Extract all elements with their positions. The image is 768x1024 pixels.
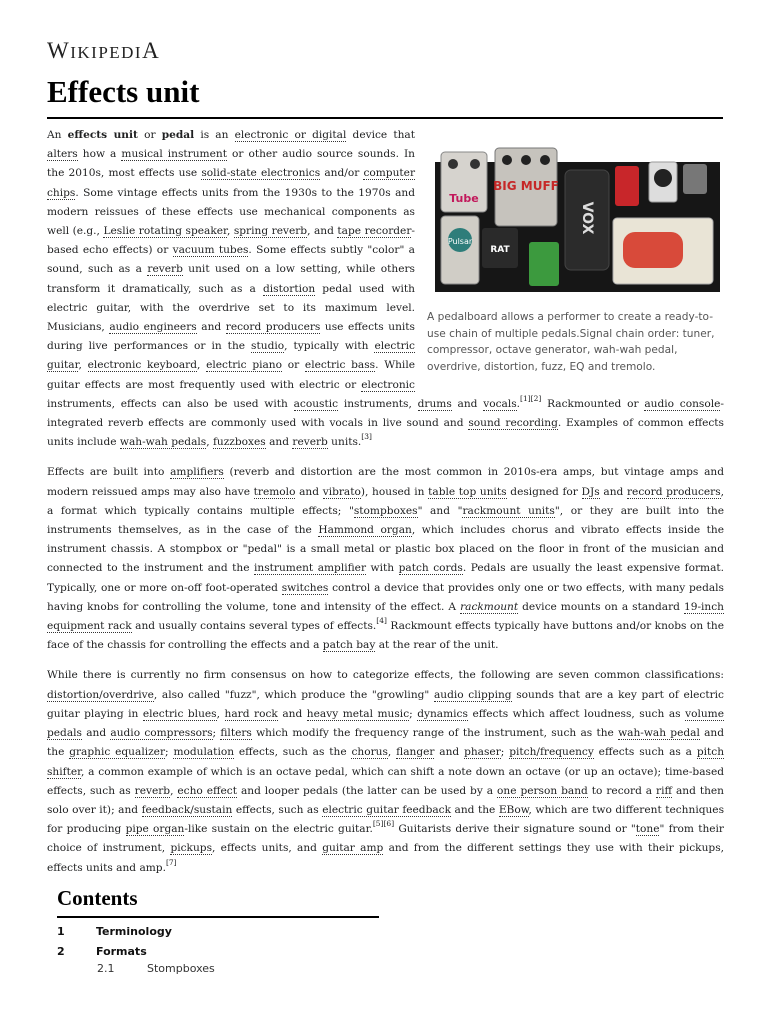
link-rackmount[interactable]: rackmount <box>460 600 519 613</box>
link-pitch-frequency[interactable]: pitch/frequency <box>509 746 594 759</box>
link-vacuum-tubes[interactable]: vacuum tubes <box>172 244 249 257</box>
svg-text:Pulsar: Pulsar <box>447 237 473 246</box>
link-acoustic[interactable]: acoustic <box>293 397 339 410</box>
wordmark-middle: IKIPEDI <box>70 43 143 62</box>
wordmark-initial: W <box>47 38 71 63</box>
title-divider <box>47 117 723 119</box>
toc-subitem-stompboxes[interactable]: 2.1 Stompboxes <box>97 962 215 975</box>
toc-item-formats[interactable]: 2 Formats <box>57 945 147 958</box>
link-audio-clipping[interactable]: audio clipping <box>433 688 512 701</box>
link-echo-effect[interactable]: echo effect <box>177 784 237 797</box>
citation-7[interactable]: [7] <box>165 857 177 867</box>
link-modulation[interactable]: modulation <box>173 746 235 759</box>
link-audio-engineers[interactable]: audio engineers <box>109 321 197 334</box>
link-pitch-shifter[interactable]: pitch shifter <box>47 746 725 778</box>
link-tremolo[interactable]: tremolo <box>253 485 296 498</box>
link-volume-pedals[interactable]: volume pedals <box>47 707 724 740</box>
link-ebow[interactable]: EBow <box>498 803 529 816</box>
link-reverb[interactable]: reverb <box>147 263 183 276</box>
link-chorus[interactable]: chorus <box>351 746 388 759</box>
link-phaser[interactable]: phaser <box>464 746 501 759</box>
citation-1-2[interactable]: [1][2] <box>520 393 542 403</box>
citation-3[interactable]: [3] <box>361 432 372 442</box>
link-electronic[interactable]: electronic <box>361 378 415 391</box>
link-guitar-amp[interactable]: guitar amp <box>322 842 384 855</box>
link-riff[interactable]: riff <box>656 784 673 797</box>
red-pedal <box>615 166 639 206</box>
svg-text:BIG MUFF: BIG MUFF <box>493 179 559 193</box>
toc-item-terminology[interactable]: 1 Terminology <box>57 925 172 938</box>
link-rackmount-units[interactable]: rackmount units <box>462 504 555 517</box>
link-alters[interactable]: alters <box>47 148 78 161</box>
link-studio[interactable]: studio <box>251 340 285 353</box>
classification-paragraph: While there is currently no firm consensus on how to categorize effects, the following are seven common classifications: distortion/overdrive, also called "fuzz", which produce the "growling" audio clipping sounds that are a key part of electric guitar playing in electric blues, hard rock and heavy metal music; dynamics effects which affect loudness, such as volume pedals and audio compressors; filters which modify the frequency range of the instrument, such as the wah-wah pedal and the graphic equalizer; modulation effects, such as the chorus, flanger and phaser; pitch/frequency effects such as a pitch shifter, a common example of which is an octave pedal, which can shift a note down an octave (or up an octave); time-based effects, such as reverb, echo effect and looper pedals (the latter can be used by a one person band to record a riff and then solo over it); and feedback/sustain effects, such as electric guitar feedback and the EBow, which are two different techniques for producing pipe organ-like sustain on the electric guitar.[5][6] Guitarists derive their signature sound or "tone" from their choice of instrument, pickups, effects units, and guitar amp and from the different settings they use with their pickups, effects units and amp.[7] <box>47 669 725 874</box>
link-electric-bass[interactable]: electric bass <box>304 359 376 372</box>
link-hard-rock[interactable]: hard rock <box>224 707 278 720</box>
link-pipe-organ[interactable]: pipe organ <box>125 823 185 836</box>
article-body <box>47 126 724 889</box>
link-tape-recorder[interactable]: tape recorder <box>337 225 412 238</box>
link-graphic-equalizer[interactable]: graphic equalizer <box>69 746 166 759</box>
link-spring-reverb[interactable]: spring reverb <box>233 225 308 238</box>
bold-term-effects-unit: effects unit <box>67 129 138 141</box>
citation-4[interactable]: [4] <box>376 616 387 626</box>
svg-text:VOX: VOX <box>579 201 595 235</box>
link-computer-chips[interactable]: computer chips <box>47 167 416 199</box>
link-audio-compressors[interactable]: audio compressors <box>110 727 213 740</box>
wikipedia-wordmark[interactable] <box>47 38 160 64</box>
link-patch-bay[interactable]: patch bay <box>322 639 376 652</box>
link-stompboxes[interactable]: stompboxes <box>353 504 418 517</box>
link-djs[interactable]: DJs <box>581 485 600 498</box>
link-electronic-or-digital[interactable]: electronic or digital <box>234 129 347 141</box>
link-vibrato[interactable]: vibrato <box>322 485 361 498</box>
compressor-pedal <box>683 164 707 194</box>
link-drums[interactable]: drums <box>417 397 452 410</box>
link-instrument-amplifier[interactable]: instrument amplifier <box>254 562 367 575</box>
green-pedal <box>529 242 559 286</box>
link-audio-console[interactable]: audio console <box>644 397 721 410</box>
toc-heading: Contents <box>57 886 138 910</box>
link-wah-wah-pedals[interactable]: wah-wah pedals <box>119 436 207 449</box>
pedalboard-figure <box>427 132 724 375</box>
link-electric-piano[interactable]: electric piano <box>206 359 283 372</box>
link-one-person-band[interactable]: one person band <box>497 784 588 797</box>
wordmark-final: A <box>142 38 161 63</box>
link-record-producers-2[interactable]: record producers <box>626 485 721 498</box>
link-sound-recording[interactable]: sound recording <box>468 417 558 430</box>
bold-term-pedal: pedal <box>161 129 195 141</box>
link-19-inch-rack[interactable]: 19-inch equipment rack <box>47 600 724 633</box>
link-leslie-rotating-speaker[interactable]: Leslie rotating speaker <box>103 225 227 238</box>
link-electric-guitar-feedback[interactable]: electric guitar feedback <box>322 803 452 816</box>
link-wah-wah-pedal[interactable]: wah-wah pedal <box>618 727 700 740</box>
link-electronic-keyboard[interactable]: electronic keyboard <box>87 359 197 372</box>
pedalboard-photo[interactable] <box>427 132 724 304</box>
link-dynamics[interactable]: dynamics <box>417 707 468 720</box>
citation-5-6[interactable]: [5][6] <box>372 819 395 829</box>
svg-text:RAT: RAT <box>490 245 510 255</box>
link-heavy-metal-music[interactable]: heavy metal music <box>306 707 410 720</box>
link-solid-state-electronics[interactable]: solid-state electronics <box>201 167 321 180</box>
link-tone[interactable]: tone <box>635 823 660 836</box>
link-distortion[interactable]: distortion <box>263 282 316 295</box>
svg-text:Tube: Tube <box>449 192 479 205</box>
figure-caption: A pedalboard allows a performer to create a ready-to-use chain of multiple pedals.Signal chain order: tuner, compressor, octave generator, wah-wah pedal, overdrive, distortion, fuzz, EQ and tremolo. <box>427 311 715 373</box>
link-filters[interactable]: filters <box>220 727 252 740</box>
link-pickups[interactable]: pickups <box>170 842 213 855</box>
link-hammond-organ[interactable]: Hammond organ <box>318 524 412 537</box>
link-distortion-overdrive[interactable]: distortion/overdrive <box>47 688 154 701</box>
link-musical-instrument[interactable]: musical instrument <box>121 148 227 161</box>
link-switches[interactable]: switches <box>281 581 329 594</box>
link-patch-cords[interactable]: patch cords <box>398 562 463 575</box>
link-record-producers[interactable]: record producers <box>225 321 321 334</box>
formats-paragraph: Effects are built into amplifiers (reverb and distortion are the most common in 2010s-era amps, but vintage amps and modern reissued amps may also have tremolo and vibrato), housed in table top units designed for DJs and record producers, a format which typically contains multiple effects; "stompboxes" and "rackmount units", or they are built into the instruments themselves, as in the case of the Hammond organ, which includes chorus and vibrato effects inside the instrument chassis. A stompbox or "pedal" is a small metal or plastic box placed on the floor in front of the musician and connected to the instrument and the instrument amplifier with patch cords. Pedals are usually the least expensive format. Typically, one or more on-off foot-operated switches control a device that provides only one or two effects, with many pedals having knobs for controlling the volume, tone and intensity of the effect. A rackmount device mounts on a standard 19-inch equipment rack and usually contains several types of effects.[4] Rackmount effects typically have buttons and/or knobs on the face of the chassis for controlling the effects and a patch bay at the rear of the unit. <box>47 466 725 652</box>
link-flanger[interactable]: flanger <box>396 746 435 759</box>
link-electric-guitar[interactable]: electric guitar <box>47 340 415 372</box>
link-electric-blues[interactable]: electric blues <box>142 707 217 720</box>
link-amplifiers[interactable]: amplifiers <box>170 466 224 479</box>
link-feedback-sustain[interactable]: feedback/sustain <box>141 803 233 816</box>
article-title: Effects unit <box>47 74 200 109</box>
intro-paragraph: An effects unit or pedal is an electronic or digital device that alters how a musical instrument or other audio source sounds. In the 2010s, most effects use solid-state electronics and/or computer chips. Some vintage effects units from the 1930s to the 1970s and modern reissues of these effects use mechanical components as well (e.g., Leslie rotating speaker, spring reverb, and tape recorder-based echo effects) or vacuum tubes. Some effects subtly "color" a sound, such as a reverb unit used on a low setting, while others transform it dramatically, such as a distortion pedal used with electric guitar, with the overdrive set to its maximum level. Musicians, audio engineers and record producers use effects units during live performances or in the studio, typically with electric guitar, electronic keyboard, electric piano or electric bass. While guitar effects are most frequently used with electric or electronic instruments, effects can also be used with acoustic instruments, drums and vocals.[1][2] Rackmounted or audio console-integrated reverb effects are commonly used with vocals in live sound and sound recording. Examples of common effects units include wah-wah pedals, fuzzboxes and reverb units.[3] <box>47 129 724 449</box>
link-table-top-units[interactable]: table top units <box>428 485 507 498</box>
link-reverb-2[interactable]: reverb <box>134 784 171 797</box>
link-fuzzboxes[interactable]: fuzzboxes <box>212 436 266 449</box>
link-reverb-units[interactable]: reverb <box>292 436 328 449</box>
link-vocals[interactable]: vocals <box>483 397 517 410</box>
table-of-contents <box>47 886 387 976</box>
